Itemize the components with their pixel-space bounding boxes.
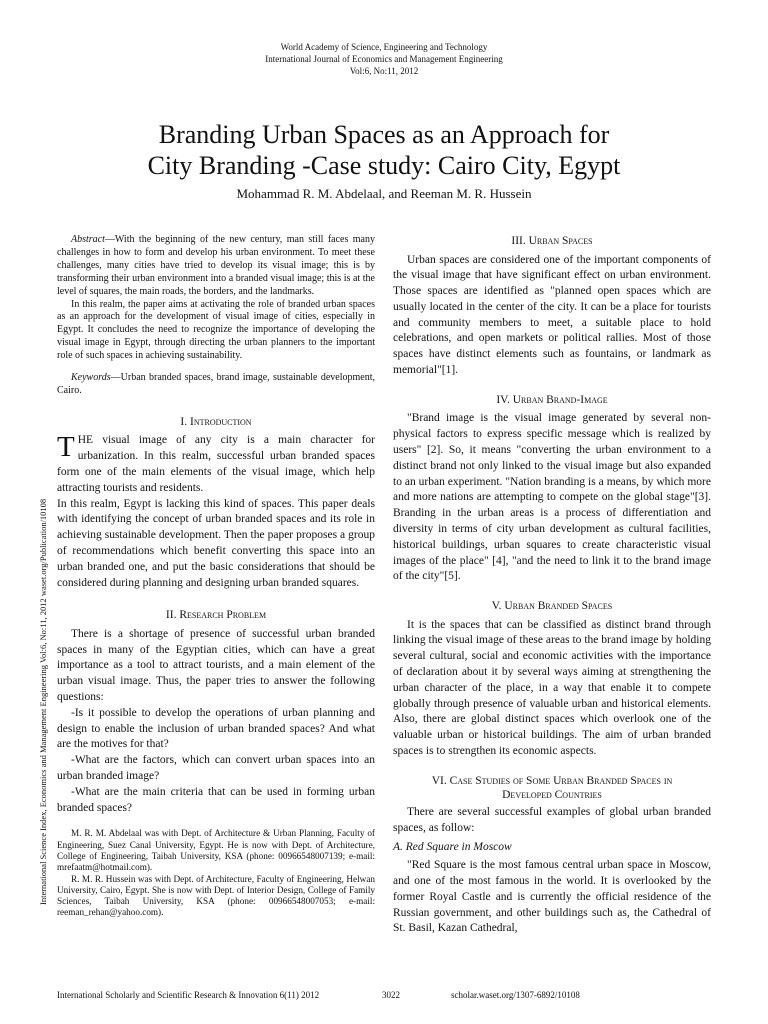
section-2-heading: II. Research Problem: [165, 609, 267, 622]
right-column: [393, 234, 711, 937]
abstract-paragraph-2: In this realm, the paper aims at activating the role of branded urban spaces as an approach for the development of visual image of cities, especially in Egypt. It concludes the need to recognize the importance of developing the visual image in Egypt, through directing the urban planners to the important role of such spaces in achieving sustainability.: [57, 298, 375, 362]
section-5-heading: V. Urban Branded Spaces: [491, 600, 613, 613]
journal-header-line-2: International Journal of Economics and Management Engineering: [265, 54, 503, 64]
keywords-label: Keywords: [71, 372, 111, 384]
research-question-1: -Is it possible to develop the operations of urban planning and design to enable the inclusion of urban branded spaces? And what are the motives for that?: [57, 706, 375, 751]
left-column: [57, 234, 375, 919]
intro-paragraph-1: [57, 433, 375, 496]
section-3-heading: III. Urban Spaces: [511, 235, 593, 247]
branded-spaces-paragraph: It is the spaces that can be classified as distinct brand through linking the visual image of these areas to the brand image by holding several cultural, social and economic activities with the importance of declaration about it by several ways aiming at strengthening the urban character of the place, in a way that enable it to compete globally through presence of valuable urban and historical elements. Also, there are global distinct spaces which overlook one of the valuable urban or historical buildings. The aim of urban branded spaces is to strengthen its economic aspects.: [393, 618, 711, 758]
footnote-1: M. R. M. Abdelaal was with Dept. of Architecture & Urban Planning, Faculty of Engineering, Suez Canal University, Egypt. He is now with Dept. of Architecture, College of Engineering, Taibah University, KSA (phone: 00966548007139; e-mail: mrefaatm@hotmail.com).: [57, 828, 375, 873]
section-6-heading-line-2: Developed Countries: [502, 788, 602, 801]
intro-paragraph-1-text: HE visual image of any city is a main character for urbanization. In this realm, successful urban branded spaces form one of the main elements of the visual image, which help attracting tourists and residents.: [57, 434, 375, 494]
section-1-heading: I. Introduction: [180, 415, 252, 428]
keywords: [57, 372, 375, 398]
subsection-a-heading: A. Red Square in Moscow: [393, 841, 512, 854]
paper-title-line-2: City Branding -Case study: Cairo City, Egypt: [147, 151, 621, 180]
drop-cap: T: [57, 431, 75, 464]
research-question-2: -What are the factors, which can convert urban spaces into an urban branded image?: [57, 754, 375, 783]
research-problem-paragraph: There is a shortage of presence of successful urban branded spaces in many of the Egyptian cities, which can have a great importance as a tool to attract tourists, and a main element of the urban visual image. Thus, the paper tries to answer the following questions:: [57, 627, 375, 704]
paper-authors: Mohammad R. M. Abdelaal, and Reeman M. R. Hussein: [236, 186, 532, 201]
journal-header-line-1: World Academy of Science, Engineering and Technology: [280, 42, 488, 52]
abstract: [57, 234, 375, 299]
footnote-2: R. M. R. Hussein was with Dept. of Architecture, Faculty of Engineering, Helwan University, Cairo, Egypt. She is now with Dept. of Interior Design, College of Family Sciences, Taibah University, KSA (phone: 00966548007053; e-mail: reeman_rehan@yahoo.com).: [57, 873, 375, 918]
case-studies-paragraph: There are several successful examples of global urban branded spaces, as follow:: [393, 805, 711, 834]
footer-journal: International Scholarly and Scientific Research & Innovation 6(11) 2012: [57, 990, 320, 1000]
section-6-heading-line-1: VI. Case Studies of Some Urban Branded Spaces in: [431, 774, 673, 787]
urban-spaces-paragraph: Urban spaces are considered one of the important components of the visual image that have significant effect on urban environment. Those spaces are identified as "planned open spaces which are usually located in the center of the city. It can be a place for tourists and community members to meet, a suitable place to hold celebrations, and open markets or political rallies. Most of those spaces have distinct elements such as fountains, or landmark as memorial"[1].: [393, 253, 711, 377]
abstract-label: Abstract: [71, 234, 105, 245]
red-square-paragraph: "Red Square is the most famous central urban space in Moscow, and one of the most famous in the world. It is overlooked by the former Royal Castle and is currently the official residence of the Russian government, and other buildings such as, the Cathedral of St. Basil, Kazan Cathedral,: [393, 859, 711, 935]
keywords-text: —Urban branded spaces, brand image, sustainable development, Cairo.: [57, 372, 375, 396]
paper-title-line-1: Branding Urban Spaces as an Approach for: [158, 120, 610, 149]
side-watermark-text: International Science Index, Economics and Management Engineering Vol:6, No:11, 2012 waset.org/Publication/10108: [38, 498, 48, 905]
abstract-text: —With the beginning of the new century, man still faces many challenges in how to form and develop his urban environment. To meet these challenges, many cities have tried to develop its visual image; this is by transforming their urban environment into a branded visual image; this is at the level of squares, the main roads, the borders, and the landmarks.: [57, 234, 375, 297]
journal-volume: Vol:6, No:11, 2012: [349, 66, 419, 76]
footnotes: [57, 828, 375, 918]
section-4-heading: IV. Urban Brand-Image: [496, 393, 608, 406]
intro-paragraph-2: In this realm, Egypt is lacking this kind of spaces. This paper deals with identifying the concept of urban branded spaces and its role in achieving sustainable development. Then the paper proposes a group of recommendations which benefit converting this space into an urban branded one, and put the basic considerations that should be considered during planning and designing urban branded squares.: [57, 497, 375, 589]
brand-image-paragraph: "Brand image is the visual image generated by several non-physical factors to express specific message which is realized by users" [2]. So, it means "converting the urban environment to a distinct brand not only linked to the visual image but also expanded to an urban experiment. "Nation branding is a means, by which more and more nations are attempting to compete on the global stage"[3]. Branding in the urban areas is a process of differentiation and diversity in terms of city urban development as cultural facilities, historical buildings, urban squares to create characteristic visual images of the place" [4], "and the need to link it to the brand image of the city"[5].: [393, 412, 711, 583]
footer-page-number: 3022: [382, 990, 400, 1000]
section-6-heading: [393, 774, 711, 802]
footer-url: scholar.waset.org/1307-6892/10108: [451, 990, 580, 1000]
research-question-3: -What are the main criteria that can be used in forming urban branded spaces?: [57, 785, 375, 814]
